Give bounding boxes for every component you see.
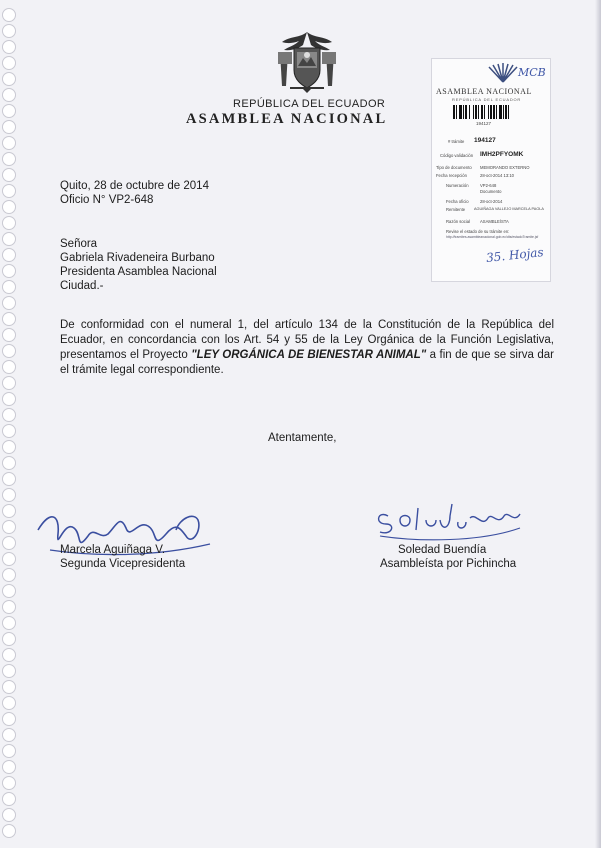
- binder-hole: [2, 664, 16, 678]
- project-title: "LEY ORGÁNICA DE BIENESTAR ANIMAL": [191, 349, 427, 361]
- binder-hole: [2, 376, 16, 390]
- binder-hole: [2, 184, 16, 198]
- binder-hole: [2, 168, 16, 182]
- codigo-value: IMH2PFYOMK: [480, 151, 524, 158]
- fecha-oficio-label: Fecha oficio: [446, 199, 469, 204]
- signer1-title: Segunda Vicepresidenta: [60, 558, 186, 570]
- barcode-caption: 194127: [476, 121, 492, 126]
- binder-hole: [2, 584, 16, 598]
- binder-hole: [2, 56, 16, 70]
- binder-hole: [2, 360, 16, 374]
- codigo-label: Código validación: [440, 153, 474, 158]
- binder-hole: [2, 568, 16, 582]
- signer2-title: Asambleísta por Pichincha: [380, 558, 517, 570]
- binder-hole: [2, 680, 16, 694]
- documento-label: Tipo de documento: [436, 165, 472, 170]
- binder-hole: [2, 760, 16, 774]
- stamp-subtitle: REPÚBLICA DEL ECUADOR: [452, 97, 522, 102]
- fecha-value: 28-oct-2014 13:10: [480, 173, 514, 178]
- numeracion-label: Numeración: [446, 183, 469, 188]
- numeracion-value: VP2-648: [480, 183, 497, 188]
- signer1-name: Marcela Aguiñaga V.: [60, 544, 166, 556]
- binder-hole: [2, 200, 16, 214]
- binder-hole: [2, 104, 16, 118]
- binder-holes: [2, 0, 18, 848]
- binder-hole: [2, 488, 16, 502]
- stamp-footer-1: Revise el estado de su trámite en:: [446, 229, 510, 234]
- binder-hole: [2, 72, 16, 86]
- letterhead-assembly: ASAMBLEA NACIONAL: [186, 111, 388, 127]
- binder-hole: [2, 744, 16, 758]
- binder-hole: [2, 520, 16, 534]
- closing: Atentamente,: [268, 432, 337, 444]
- binder-hole: [2, 792, 16, 806]
- binder-hole: [2, 616, 16, 630]
- binder-hole: [2, 808, 16, 822]
- binder-hole: [2, 456, 16, 470]
- tramite-label: # trámite: [448, 139, 465, 144]
- body-text-end: a fin de que se sirva dar el trámite legal correspondiente.: [60, 349, 555, 376]
- coat-of-arms-icon: [272, 30, 342, 94]
- binder-hole: [2, 392, 16, 406]
- binder-hole: [2, 552, 16, 566]
- page-edge-shadow: [595, 0, 601, 848]
- binder-hole: [2, 8, 16, 22]
- razon-label: Razón social: [446, 219, 470, 224]
- city: Ciudad.-: [60, 280, 104, 292]
- binder-hole: [2, 280, 16, 294]
- tramite-number: 194127: [474, 137, 496, 144]
- binder-hole: [2, 632, 16, 646]
- binder-hole: [2, 136, 16, 150]
- remitente-value: AGUIÑAGA VALLEJO MARCELA PAOLA: [474, 207, 544, 211]
- signer2-name: Soledad Buendía: [398, 544, 487, 556]
- stamp-footer-2: http://tramites.asambleanacional.gob.ec/dts/estadoTramite.jsf: [446, 235, 539, 239]
- oficio-number: Oficio N° VP2-648: [60, 194, 154, 206]
- binder-hole: [2, 328, 16, 342]
- recipient-title: Presidenta Asamblea Nacional: [60, 266, 217, 278]
- letterhead-republic: REPÚBLICA DEL ECUADOR: [233, 98, 386, 110]
- binder-hole: [2, 696, 16, 710]
- binder-hole: [2, 776, 16, 790]
- binder-hole: [2, 264, 16, 278]
- binder-hole: [2, 536, 16, 550]
- binder-hole: [2, 120, 16, 134]
- binder-hole: [2, 440, 16, 454]
- documento-value: MEMORANDO EXTERNO: [480, 165, 530, 170]
- letter-body: [60, 318, 554, 378]
- body-text-start: De conformidad con el numeral 1, del artículo 134 de la Constitución de la República del Ecuador, en concordancia con los Art. 54 y 55 de la Ley Orgánica de la Función Legislativa, presentamos el Proyecto: [60, 319, 554, 361]
- binder-hole: [2, 408, 16, 422]
- binder-hole: [2, 504, 16, 518]
- binder-hole: [2, 232, 16, 246]
- binder-hole: [2, 24, 16, 38]
- stamp-title: ASAMBLEA NACIONAL: [436, 87, 532, 96]
- fecha-oficio-value: 28-oct-2014: [480, 199, 503, 204]
- handwritten-initials: MCB: [518, 66, 546, 79]
- fecha-label: Fecha recepción: [436, 173, 467, 178]
- binder-hole: [2, 296, 16, 310]
- binder-hole: [2, 472, 16, 486]
- binder-hole: [2, 600, 16, 614]
- razon-value: ASAMBLEÍSTA: [480, 219, 509, 224]
- handwritten-sheet-count: 35. Hojas: [485, 245, 545, 265]
- binder-hole: [2, 40, 16, 54]
- documento-text: Documento: [480, 189, 502, 194]
- binder-hole: [2, 648, 16, 662]
- place-date: Quito, 28 de octubre de 2014: [60, 180, 209, 192]
- binder-hole: [2, 712, 16, 726]
- binder-hole: [2, 424, 16, 438]
- barcode-icon: [453, 105, 531, 119]
- assembly-logo-icon: [486, 63, 520, 83]
- binder-hole: [2, 248, 16, 262]
- binder-hole: [2, 824, 16, 838]
- binder-hole: [2, 728, 16, 742]
- salutation: Señora: [60, 238, 98, 250]
- binder-hole: [2, 344, 16, 358]
- recipient-name: Gabriela Rivadeneira Burbano: [60, 252, 215, 264]
- binder-hole: [2, 152, 16, 166]
- binder-hole: [2, 216, 16, 230]
- remitente-label: Remitente: [446, 207, 466, 212]
- binder-hole: [2, 88, 16, 102]
- binder-hole: [2, 312, 16, 326]
